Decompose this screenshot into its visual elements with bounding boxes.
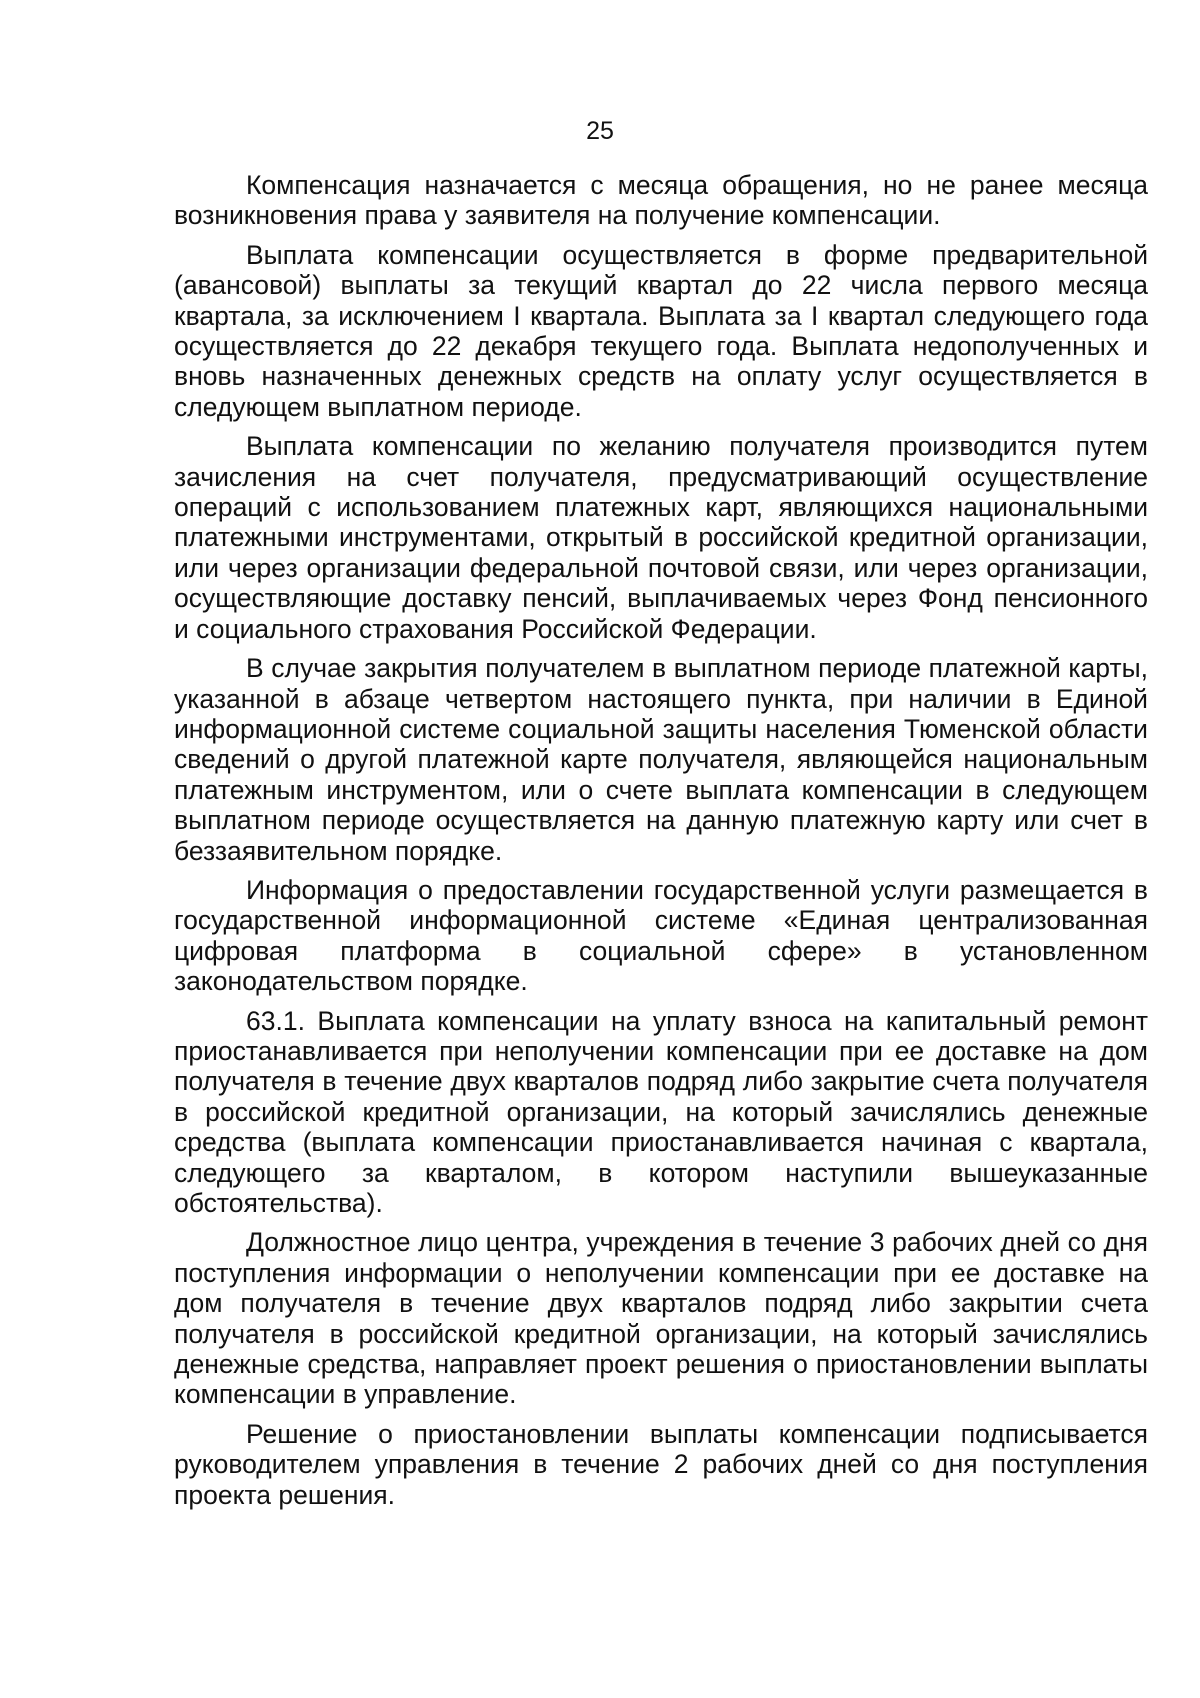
page-number: 25 bbox=[586, 117, 614, 145]
paragraph-card-closure: В случае закрытия получателем в выплатном периоде платежной карты, указанной в абзаце четвертом настоящего пункта, при наличии в Единой информационной системе социальной защиты населения Тюменской области сведений о другой платежной карте получателя, являющейся национальным платежным инструментом, или о счете выплата компенсации в следующем выплатном периоде осуществляется на данную платежную карту или счет в беззаявительном порядке. bbox=[174, 653, 1148, 866]
document-body bbox=[174, 170, 1148, 1519]
paragraph-63-1-suspension: 63.1. Выплата компенсации на уплату взноса на капитальный ремонт приостанавливается при неполучении компенсации при ее доставке на дом получателя в течение двух кварталов подряд либо закрытие счета получателя в российской кредитной организации, на который зачислялись денежные средства (выплата компенсации приостанавливается начиная с квартала, следующего за кварталом, в котором наступили вышеуказанные обстоятельства). bbox=[174, 1005, 1148, 1218]
paragraph-decision-signing: Решение о приостановлении выплаты компенсации подписывается руководителем управления в течение 2 рабочих дней со дня поступления проекта решения. bbox=[174, 1418, 1148, 1510]
paragraph-payment-schedule: Выплата компенсации осуществляется в форме предварительной (авансовой) выплаты за текущий квартал до 22 числа первого месяца квартала, за исключением I квартала. Выплата за I квартал следующего года осуществляется до 22 декабря текущего года. Выплата недополученных и вновь назначенных денежных средств на оплату услуг осуществляется в следующем выплатном периоде. bbox=[174, 239, 1148, 422]
paragraph-payment-methods: Выплата компенсации по желанию получателя производится путем зачисления на счет получателя, предусматривающий осуществление операций с использованием платежных карт, являющихся национальными платежными инструментами, открытый в российской кредитной организации, или через организации федеральной почтовой связи, или через организации, осуществляющие доставку пенсий, выплачиваемых через Фонд пенсионного и социального страхования Российской Федерации. bbox=[174, 431, 1148, 644]
paragraph-compensation-start: Компенсация назначается с месяца обращения, но не ранее месяца возникновения права у заявителя на получение компенсации. bbox=[174, 170, 1148, 231]
paragraph-information-placement: Информация о предоставлении государственной услуги размещается в государственной информационной системе «Единая централизованная цифровая платформа в социальной сфере» в установленном законодательством порядке. bbox=[174, 874, 1148, 997]
paragraph-official-draft-decision: Должностное лицо центра, учреждения в течение 3 рабочих дней со дня поступления информации о неполучении компенсации при ее доставке на дом получателя в течение двух кварталов подряд либо закрытии счета получателя в российской кредитной организации, на который зачислялись денежные средства, направляет проект решения о приостановлении выплаты компенсации в управление. bbox=[174, 1227, 1148, 1410]
